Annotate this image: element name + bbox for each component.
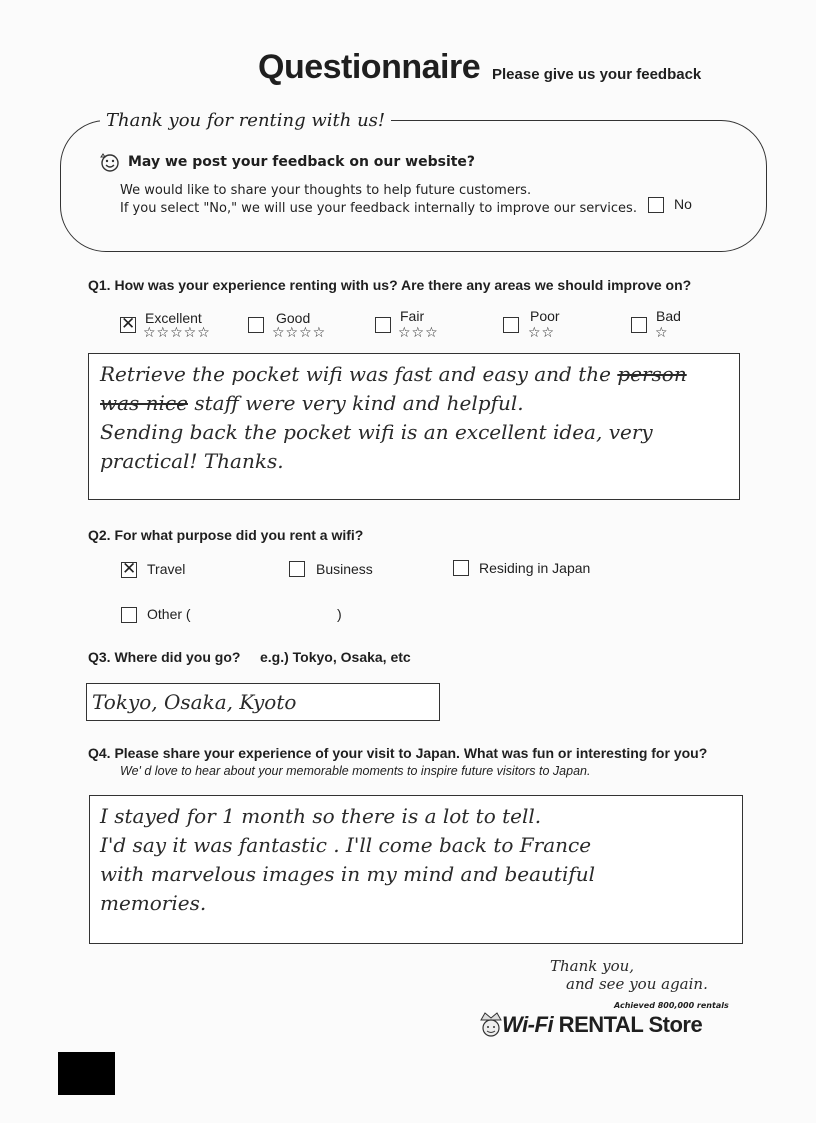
q1-good-checkbox[interactable]: [248, 317, 264, 333]
q2-travel-label: Travel: [147, 561, 186, 577]
q2-residing-label: Residing in Japan: [479, 560, 591, 576]
footer-thanks-line1: Thank you,: [550, 957, 635, 975]
q3-answer-text: Tokyo, Osaka, Kyoto: [92, 690, 297, 714]
q4-question: Q4. Please share your experience of your visit to Japan. What was fun or interesting for you?: [88, 745, 708, 761]
q1-poor-label: Poor: [530, 308, 560, 324]
q1-answer-line3: Sending back the pocket wifi is an excellent idea, very: [100, 420, 653, 444]
q1-poor-checkbox[interactable]: [503, 317, 519, 333]
wifi-rental-store-logo: [502, 1012, 702, 1038]
q3-question: Q3. Where did you go?: [88, 649, 241, 665]
q1-question: Q1. How was your experience renting with us? Are there any areas we should improve on?: [88, 277, 692, 293]
q1-bad-checkbox[interactable]: [631, 317, 647, 333]
q1-answer-line2: staff were very kind and helpful.: [194, 391, 524, 415]
q1-answer-line4: practical! Thanks.: [100, 449, 284, 473]
q4-answer-line1: I stayed for 1 month so there is a lot to tell.: [100, 804, 542, 828]
q1-good-stars: ☆☆☆☆: [272, 325, 327, 341]
logo-crown-icon: [478, 1010, 504, 1042]
consent-line-2: If you select "No," we will use your feedback internally to improve our services.: [120, 201, 637, 216]
q1-fair-stars: ☆☆☆: [398, 325, 439, 341]
page-subtitle: Please give us your feedback: [492, 66, 702, 83]
q2-business-checkbox[interactable]: [289, 561, 305, 577]
q2-residing-checkbox[interactable]: [453, 560, 469, 576]
q2-business-label: Business: [316, 561, 373, 577]
q1-excellent-stars: ☆☆☆☆☆: [143, 325, 211, 341]
q4-answer-line2: I'd say it was fantastic . I'll come back to France: [100, 833, 592, 857]
q1-good-label: Good: [276, 310, 311, 326]
logo-rest-text: RENTAL Store: [553, 1012, 703, 1037]
achieved-rentals-text: Achieved 800,000 rentals: [614, 1001, 729, 1010]
logo-wifi-text: Wi-Fi: [502, 1012, 554, 1037]
q2-other-label: Other (: [147, 606, 191, 622]
q3-example: e.g.) Tokyo, Osaka, etc: [260, 649, 411, 665]
q1-answer-strike2: was nice: [100, 391, 188, 415]
q2-other-checkbox[interactable]: [121, 607, 137, 623]
q4-answer-line3: with marvelous images in my mind and beautiful: [100, 862, 596, 886]
q4-answer-text: [100, 802, 740, 918]
no-checkbox[interactable]: [648, 197, 664, 213]
no-label: No: [674, 196, 692, 212]
q2-travel-checkbox[interactable]: [121, 562, 137, 578]
q1-answer-strike1: person: [617, 362, 687, 386]
footer-thanks-line2: and see you again.: [566, 975, 708, 993]
q1-answer-text: [100, 360, 740, 476]
q4-subtext: We' d love to hear about your memorable moments to inspire future visitors to Japan.: [120, 764, 591, 778]
q1-fair-label: Fair: [400, 308, 425, 324]
consent-question: May we post your feedback on our website?: [128, 154, 476, 170]
smiley-face-icon: [98, 150, 122, 178]
q1-bad-stars: ☆: [655, 325, 669, 341]
q1-fair-checkbox[interactable]: [375, 317, 391, 333]
q1-bad-label: Bad: [656, 308, 681, 324]
handwritten-thanks-heading: Thank you for renting with us!: [100, 110, 391, 131]
q1-answer-line1: Retrieve the pocket wifi was fast and easy and the: [100, 362, 611, 386]
q1-excellent-checkbox[interactable]: [120, 317, 136, 333]
q2-question: Q2. For what purpose did you rent a wifi?: [88, 527, 364, 543]
consent-line-1: We would like to share your thoughts to help future customers.: [120, 183, 532, 198]
page-title: Questionnaire: [258, 48, 481, 86]
q2-other-close-paren: ): [337, 606, 342, 622]
q1-poor-stars: ☆☆: [528, 325, 556, 341]
redaction-block: [58, 1052, 115, 1095]
q1-excellent-label: Excellent: [145, 310, 202, 326]
q4-answer-line4: memories.: [100, 891, 207, 915]
